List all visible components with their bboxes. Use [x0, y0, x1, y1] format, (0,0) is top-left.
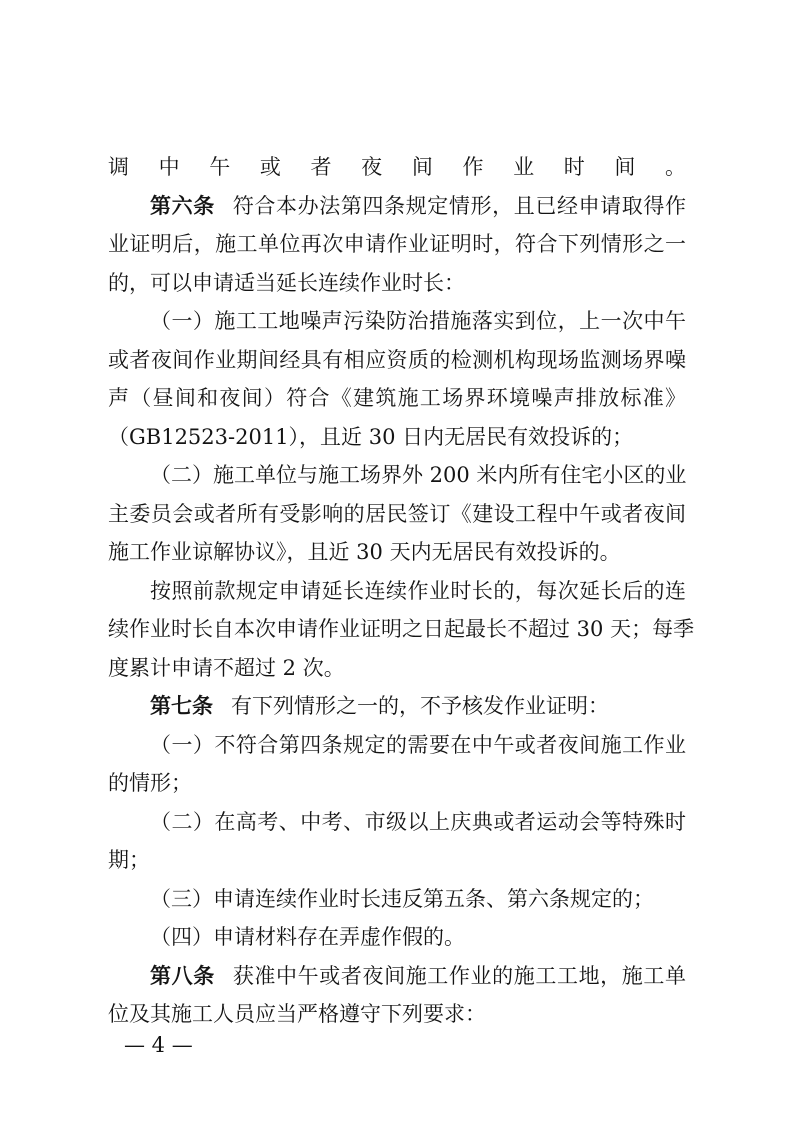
- article-heading: 第六条: [150, 192, 215, 218]
- paragraph-line: 续作业时长自本次申请作业证明之日起最长不超过 30 天；每季: [108, 617, 695, 641]
- list-item-line: （二）施工单位与施工场界外 200 米内所有住宅小区的业: [150, 463, 687, 487]
- list-item-line: （一）施工工地噪声污染防治措施落实到位，上一次中午: [150, 309, 686, 333]
- paragraph-line: 度累计申请不超过 2 次。: [108, 655, 345, 680]
- article-heading: 第七条: [150, 693, 213, 718]
- body-text: [108, 148, 695, 1034]
- paragraph-line: 的，可以申请适当延长连续作业时长：: [108, 270, 465, 295]
- paragraph-line: 的情形；: [108, 771, 192, 795]
- paragraph-line: 施工作业谅解协议》，且近 30 天内无居民有效投诉的。: [108, 540, 621, 564]
- article-seven-line: 第七条 有下列情形之一的，不予核发作业证明：: [150, 693, 609, 718]
- article-heading: 第八条: [150, 962, 215, 988]
- paragraph-line: 调中午或者夜间作业时间。: [108, 155, 686, 179]
- article-six-line: 第六条 符合本办法第四条规定情形，且已经申请取得作: [150, 192, 687, 218]
- page-number: — 4 —: [124, 1033, 193, 1057]
- list-item-line: （一）不符合第四条规定的需要在中午或者夜间施工作业: [150, 732, 686, 757]
- paragraph-line: 期；: [108, 848, 150, 872]
- paragraph-line: 或者夜间作业期间经具有相应资质的检测机构现场监测场界噪: [108, 347, 686, 372]
- paragraph-line: 声（昼间和夜间）符合《建筑施工场界环境噪声排放标准》: [108, 386, 686, 410]
- paragraph-line: 主委员会或者所有受影响的居民签订《建设工程中午或者夜间: [108, 501, 686, 526]
- paragraph-line: （GB12523-2011），且近 30 日内无居民有效投诉的；: [108, 424, 634, 449]
- list-item-line: （三）申请连续作业时长违反第五条、第六条规定的；: [150, 886, 654, 911]
- paragraph-line: 业证明后，施工单位再次申请作业证明时，符合下列情形之一: [108, 232, 686, 256]
- list-item-line: （四）申请材料存在弄虚作假的。: [150, 925, 465, 949]
- list-item-line: （二）在高考、中考、市级以上庆典或者运动会等特殊时: [150, 809, 686, 834]
- article-eight-line: 第八条 获准中午或者夜间施工作业的施工工地，施工单: [150, 962, 687, 988]
- paragraph-line: 位及其施工人员应当严格遵守下列要求：: [108, 1002, 486, 1026]
- paragraph-line: 按照前款规定申请延长连续作业时长的，每次延长后的连: [150, 578, 686, 603]
